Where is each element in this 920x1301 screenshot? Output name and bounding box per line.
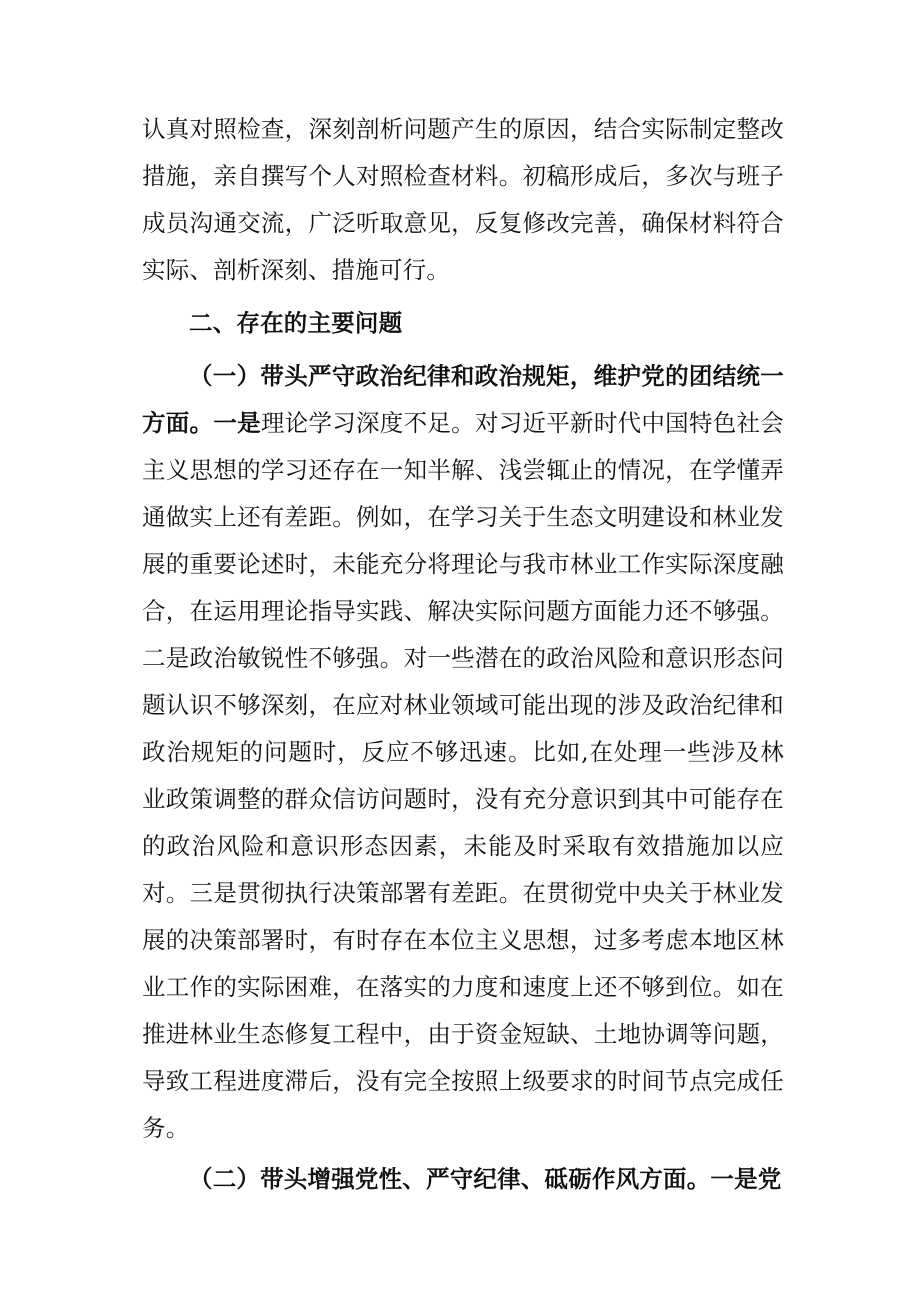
subsection-1-body: 理论学习深度不足。对习近平新时代中国特色社会主义思想的学习还存在一知半解、浅尝辄止的情况，在学懂弄通做实上还有差距。例如，在学习关于生态文明建设和林业发展的重要论述时，未能充分将理论与我市林业工作实际深度融合，在运用理论指导实践、解决实际问题方面能力还不够强。二是政治敏锐性不够强。对一些潜在的政治风险和意识形态问题认识不够深刻，在应对林业领域可能出现的涉及政治纪律和政治规矩的问题时，反应不够迅速。比如,在处理一些涉及林业政策调整的群众信访问题时，没有充分意识到其中可能存在的政治风险和意识形态因素，未能及时采取有效措施加以应对。三是贯彻执行决策部署有差距。在贯彻党中央关于林业发展的决策部署时，有时存在本位主义思想，过多考虑本地区林业工作的实际困难，在落实的力度和速度上还不够到位。如在推进林业生态修复工程中，由于资金短缺、土地协调等问题，导致工程进度滞后，没有完全按照上级要求的时间节点完成任务。 xyxy=(142,409,784,1142)
subsection-1-title: （一）带头严守政治纪律和政治规矩，维护党的团结统一方面。 xyxy=(142,362,784,437)
document-body xyxy=(142,106,784,1203)
paragraph-subsection-1 xyxy=(142,353,784,1152)
paragraph-intro: 认真对照检查，深刻剖析问题产生的原因，结合实际制定整改措施，亲自撰写个人对照检查材料。初稿形成后，多次与班子成员沟通交流，广泛听取意见，反复修改完善，确保材料符合实际、剖析深刻、措施可行。 xyxy=(142,115,784,284)
section-heading: 二、存在的主要问题 xyxy=(189,309,403,337)
paragraph-subsection-2 xyxy=(142,1156,784,1203)
subsection-2-title: （二）带头增强党性、严守纪律、砥砺作风方面。 xyxy=(189,1165,711,1193)
subsection-2-lead: 一是党 xyxy=(710,1165,782,1193)
subsection-1-lead: 一是 xyxy=(213,409,261,437)
